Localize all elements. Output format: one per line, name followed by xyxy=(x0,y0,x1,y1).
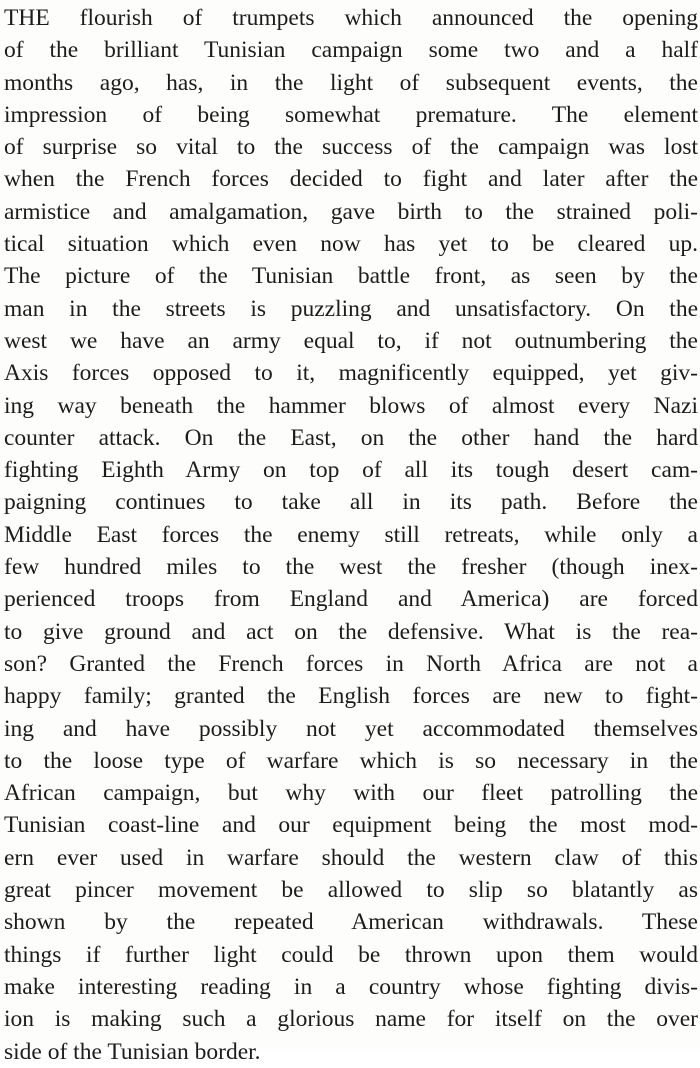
text-line: west we have an army equal to, if not outnumbering the xyxy=(4,327,698,354)
text-line: make interesting reading in a country whose fighting divis- xyxy=(4,973,698,1000)
text-line: side of the Tunisian border. xyxy=(4,1038,261,1065)
text-line: THE flourish of trumpets which announced the opening xyxy=(4,5,698,31)
text-line: few hundred miles to the west the fresher (though inex- xyxy=(4,554,698,581)
text-line: perienced troops from England and America) are forced xyxy=(4,586,698,613)
text-line: months ago, has, in the light of subsequent events, the xyxy=(4,69,698,96)
text-line: The picture of the Tunisian battle front, as seen by the xyxy=(4,263,698,290)
text-line: African campaign, but why with our fleet patrolling the xyxy=(4,780,698,807)
text-line: Tunisian coast-line and our equipment being the most mod- xyxy=(4,812,698,839)
text-line: son? Granted the French forces in North Africa are not a xyxy=(4,650,698,677)
article-paragraph xyxy=(4,2,698,1068)
text-line: tical situation which even now has yet to be cleared up. xyxy=(4,231,698,258)
text-line: impression of being somewhat premature. The element xyxy=(4,101,698,128)
text-line: armistice and amalgamation, gave birth to the strained poli- xyxy=(4,198,698,225)
text-line: counter attack. On the East, on the other hand the hard xyxy=(4,424,698,451)
text-line: things if further light could be thrown upon them would xyxy=(4,941,698,968)
text-line: great pincer movement be allowed to slip so blatantly as xyxy=(4,877,698,904)
text-line: fighting Eighth Army on top of all its tough desert cam- xyxy=(4,457,698,484)
text-line: Axis forces opposed to it, magnificently equipped, yet giv- xyxy=(4,360,698,387)
text-line: to give ground and act on the defensive. What is the rea- xyxy=(4,618,698,645)
text-line: ern ever used in warfare should the western claw of this xyxy=(4,844,698,871)
text-line: happy family; granted the English forces are new to fight- xyxy=(4,683,698,710)
text-line: ing and have possibly not yet accommodated themselves xyxy=(4,715,698,742)
text-line: man in the streets is puzzling and unsatisfactory. On the xyxy=(4,295,698,322)
text-line: Middle East forces the enemy still retreats, while only a xyxy=(4,521,698,548)
text-line: paigning continues to take all in its path. Before the xyxy=(4,489,698,516)
text-line: to the loose type of warfare which is so necessary in the xyxy=(4,747,698,774)
text-line: shown by the repeated American withdrawals. These xyxy=(4,909,698,936)
text-line: of surprise so vital to the success of the campaign was lost xyxy=(4,134,698,161)
text-line: ing way beneath the hammer blows of almost every Nazi xyxy=(4,392,698,419)
text-line: when the French forces decided to fight and later after the xyxy=(4,166,698,193)
text-line: of the brilliant Tunisian campaign some two and a half xyxy=(4,37,698,64)
text-line: ion is making such a glorious name for itself on the over xyxy=(4,1006,698,1033)
